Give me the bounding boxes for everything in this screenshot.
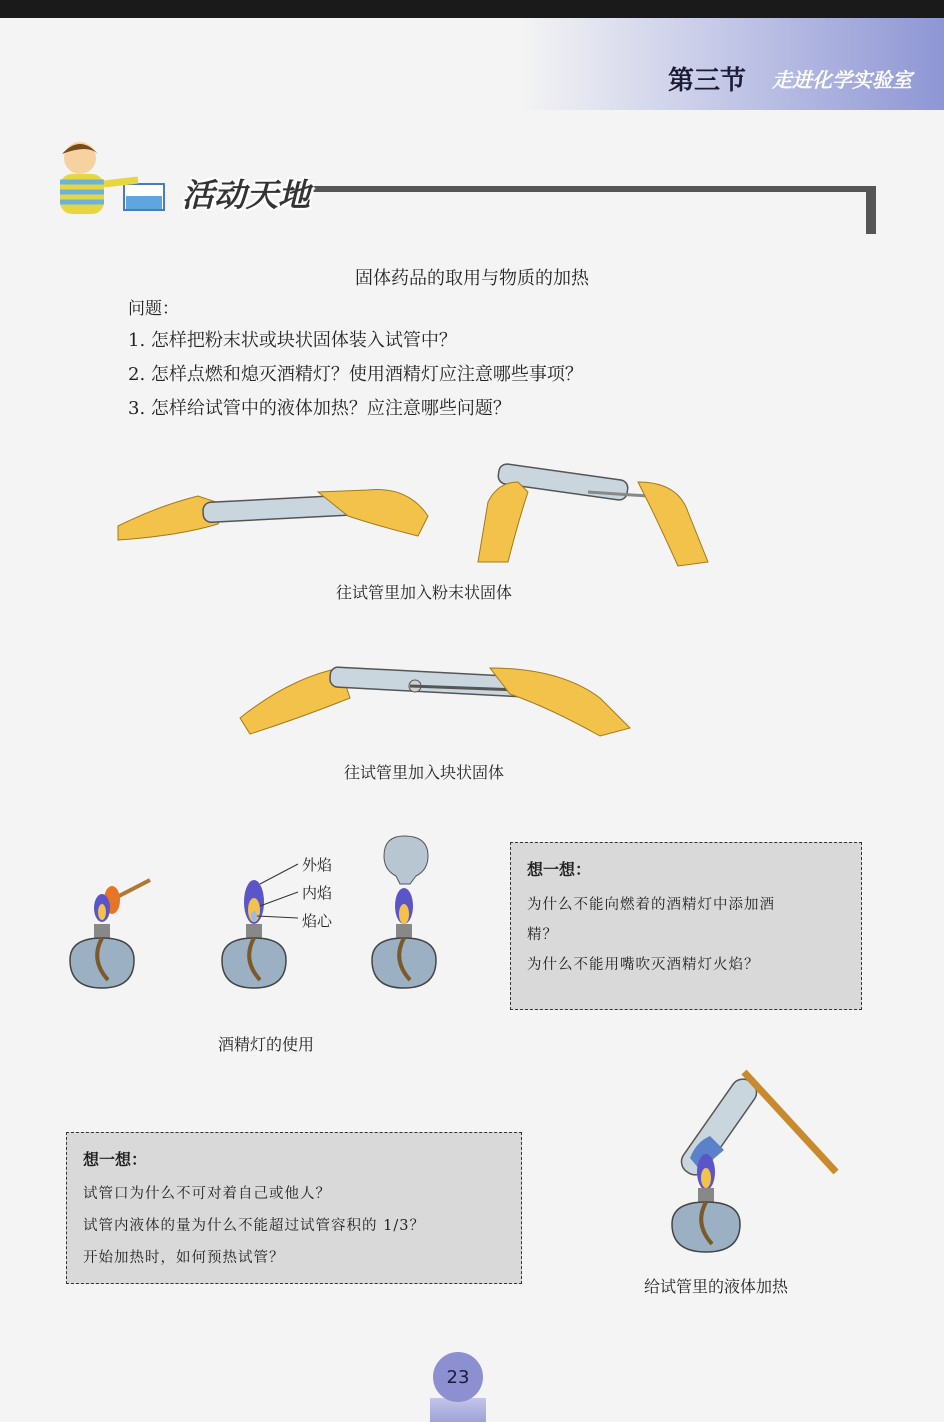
caption-lamp: 酒精灯的使用	[218, 1035, 315, 1054]
chapter-title: 走进化学实验室	[772, 68, 912, 92]
think-line: 精？	[527, 927, 558, 943]
think-box-heating	[66, 1132, 522, 1284]
top-edge	[0, 0, 944, 18]
caption-heating: 给试管里的液体加热	[644, 1277, 789, 1296]
caption-powder: 往试管里加入粉末状固体	[336, 583, 513, 602]
activity-section-title: 固体药品的取用与物质的加热	[355, 268, 589, 289]
think-line: 试管内液体的量为什么不能超过试管容积的 1/3？	[83, 1218, 425, 1234]
think-title: 想一想：	[83, 1150, 148, 1169]
powder-tube-illustration-2	[478, 462, 718, 572]
child-illustration-icon	[48, 136, 178, 226]
powder-tube-illustration-1	[118, 476, 428, 546]
think-line: 为什么不能向燃着的酒精灯中添加酒	[527, 897, 775, 913]
block-tube-illustration	[240, 658, 640, 738]
caption-block: 往试管里加入块状固体	[344, 763, 505, 782]
activity-banner-rule	[300, 186, 872, 192]
think-line: 开始加热时，如何预热试管？	[83, 1250, 285, 1266]
question-item: 3. 怎样给试管中的液体加热？应注意哪些问题？	[128, 398, 511, 419]
flame-label-core: 焰心	[302, 912, 333, 930]
activity-title: 活动天地	[182, 176, 311, 214]
alcohol-lamp-cap-icon	[360, 836, 470, 1000]
page-number: 23	[433, 1352, 483, 1402]
questions-label: 问题：	[128, 299, 179, 319]
flame-label-outer: 外焰	[302, 856, 333, 874]
think-box-lamp	[510, 842, 862, 1010]
flame-label-inner: 内焰	[302, 884, 333, 902]
section-number: 第三节	[668, 66, 747, 96]
think-title: 想一想：	[527, 860, 592, 879]
heating-test-tube-icon	[666, 1062, 846, 1262]
think-line: 为什么不能用嘴吹灭酒精灯火焰？	[527, 957, 760, 973]
activity-banner-post	[866, 186, 876, 234]
alcohol-lamp-lighting-icon	[60, 870, 170, 1000]
think-line: 试管口为什么不可对着自己或他人？	[83, 1186, 331, 1202]
question-item: 1. 怎样把粉末状或块状固体装入试管中？	[128, 330, 457, 351]
question-item: 2. 怎样点燃和熄灭酒精灯？使用酒精灯应注意哪些事项？	[128, 364, 583, 385]
